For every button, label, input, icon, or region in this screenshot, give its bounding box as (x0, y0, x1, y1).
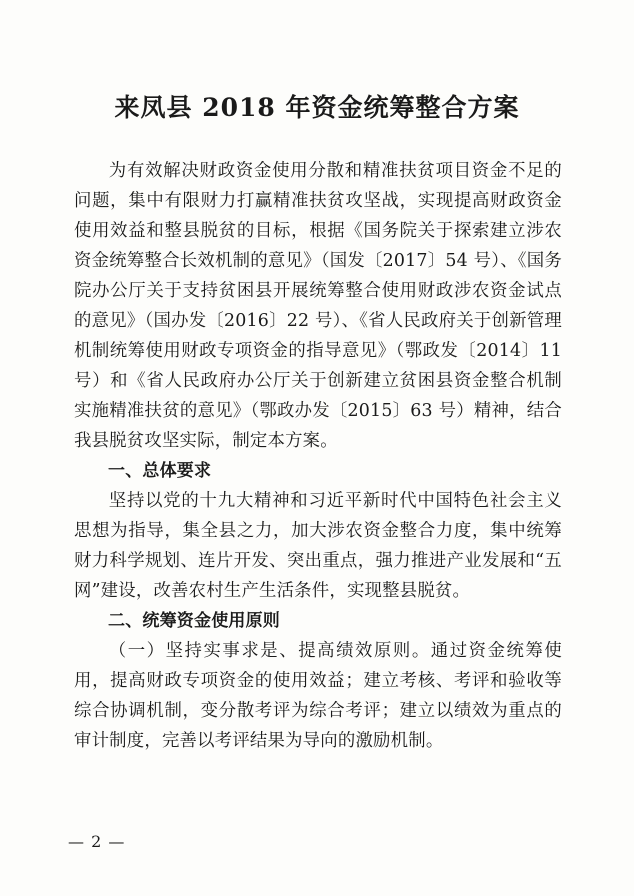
section-heading-fund-principles: 二、统筹资金使用原则 (108, 611, 280, 631)
document-body (74, 156, 562, 756)
section-heading-general-requirements: 一、总体要求 (108, 461, 212, 481)
page-number: — 2 — (68, 832, 126, 851)
general-requirements-paragraph: 坚持以党的十九大精神和习近平新时代中国特色社会主义思想为指导，集全县之力，加大涉农资金整合力度，集中统筹财力科学规划、连片开发、突出重点，强力推进产业发展和“五网”建设，改善农村生产生活条件，实现整县脱贫。 (74, 491, 562, 601)
document-title: 来凤县 2018 年资金统筹整合方案 (114, 93, 520, 122)
intro-paragraph: 为有效解决财政资金使用分散和精准扶贫项目资金不足的问题，集中有限财力打赢精准扶贫攻坚战，实现提高财政资金使用效益和整县脱贫的目标，根据《国务院关于探索建立涉农资金统筹整合长效机制的意见》（国发〔2017〕54 号）、《国务院办公厅关于支持贫困县开展统筹整合使用财政涉农资金试点的意见》（国办发〔2016〕22 号）、《省人民政府关于创新管理机制统筹使用财政专项资金的指导意见》（鄂政发〔2014〕11 号）和《省人民政府办公厅关于创新建立贫困县资金整合机制实施精准扶贫的意见》（鄂政办发〔2015〕63 号）精神，结合我县脱贫攻坚实际，制定本方案。 (74, 161, 562, 451)
fund-principle-item-1: （一）坚持实事求是、提高绩效原则。通过资金统筹使用，提高财政专项资金的使用效益；建立考核、考评和验收等综合协调机制，变分散考评为综合考评；建立以绩效为重点的审计制度，完善以考评结果为导向的激励机制。 (74, 641, 562, 751)
